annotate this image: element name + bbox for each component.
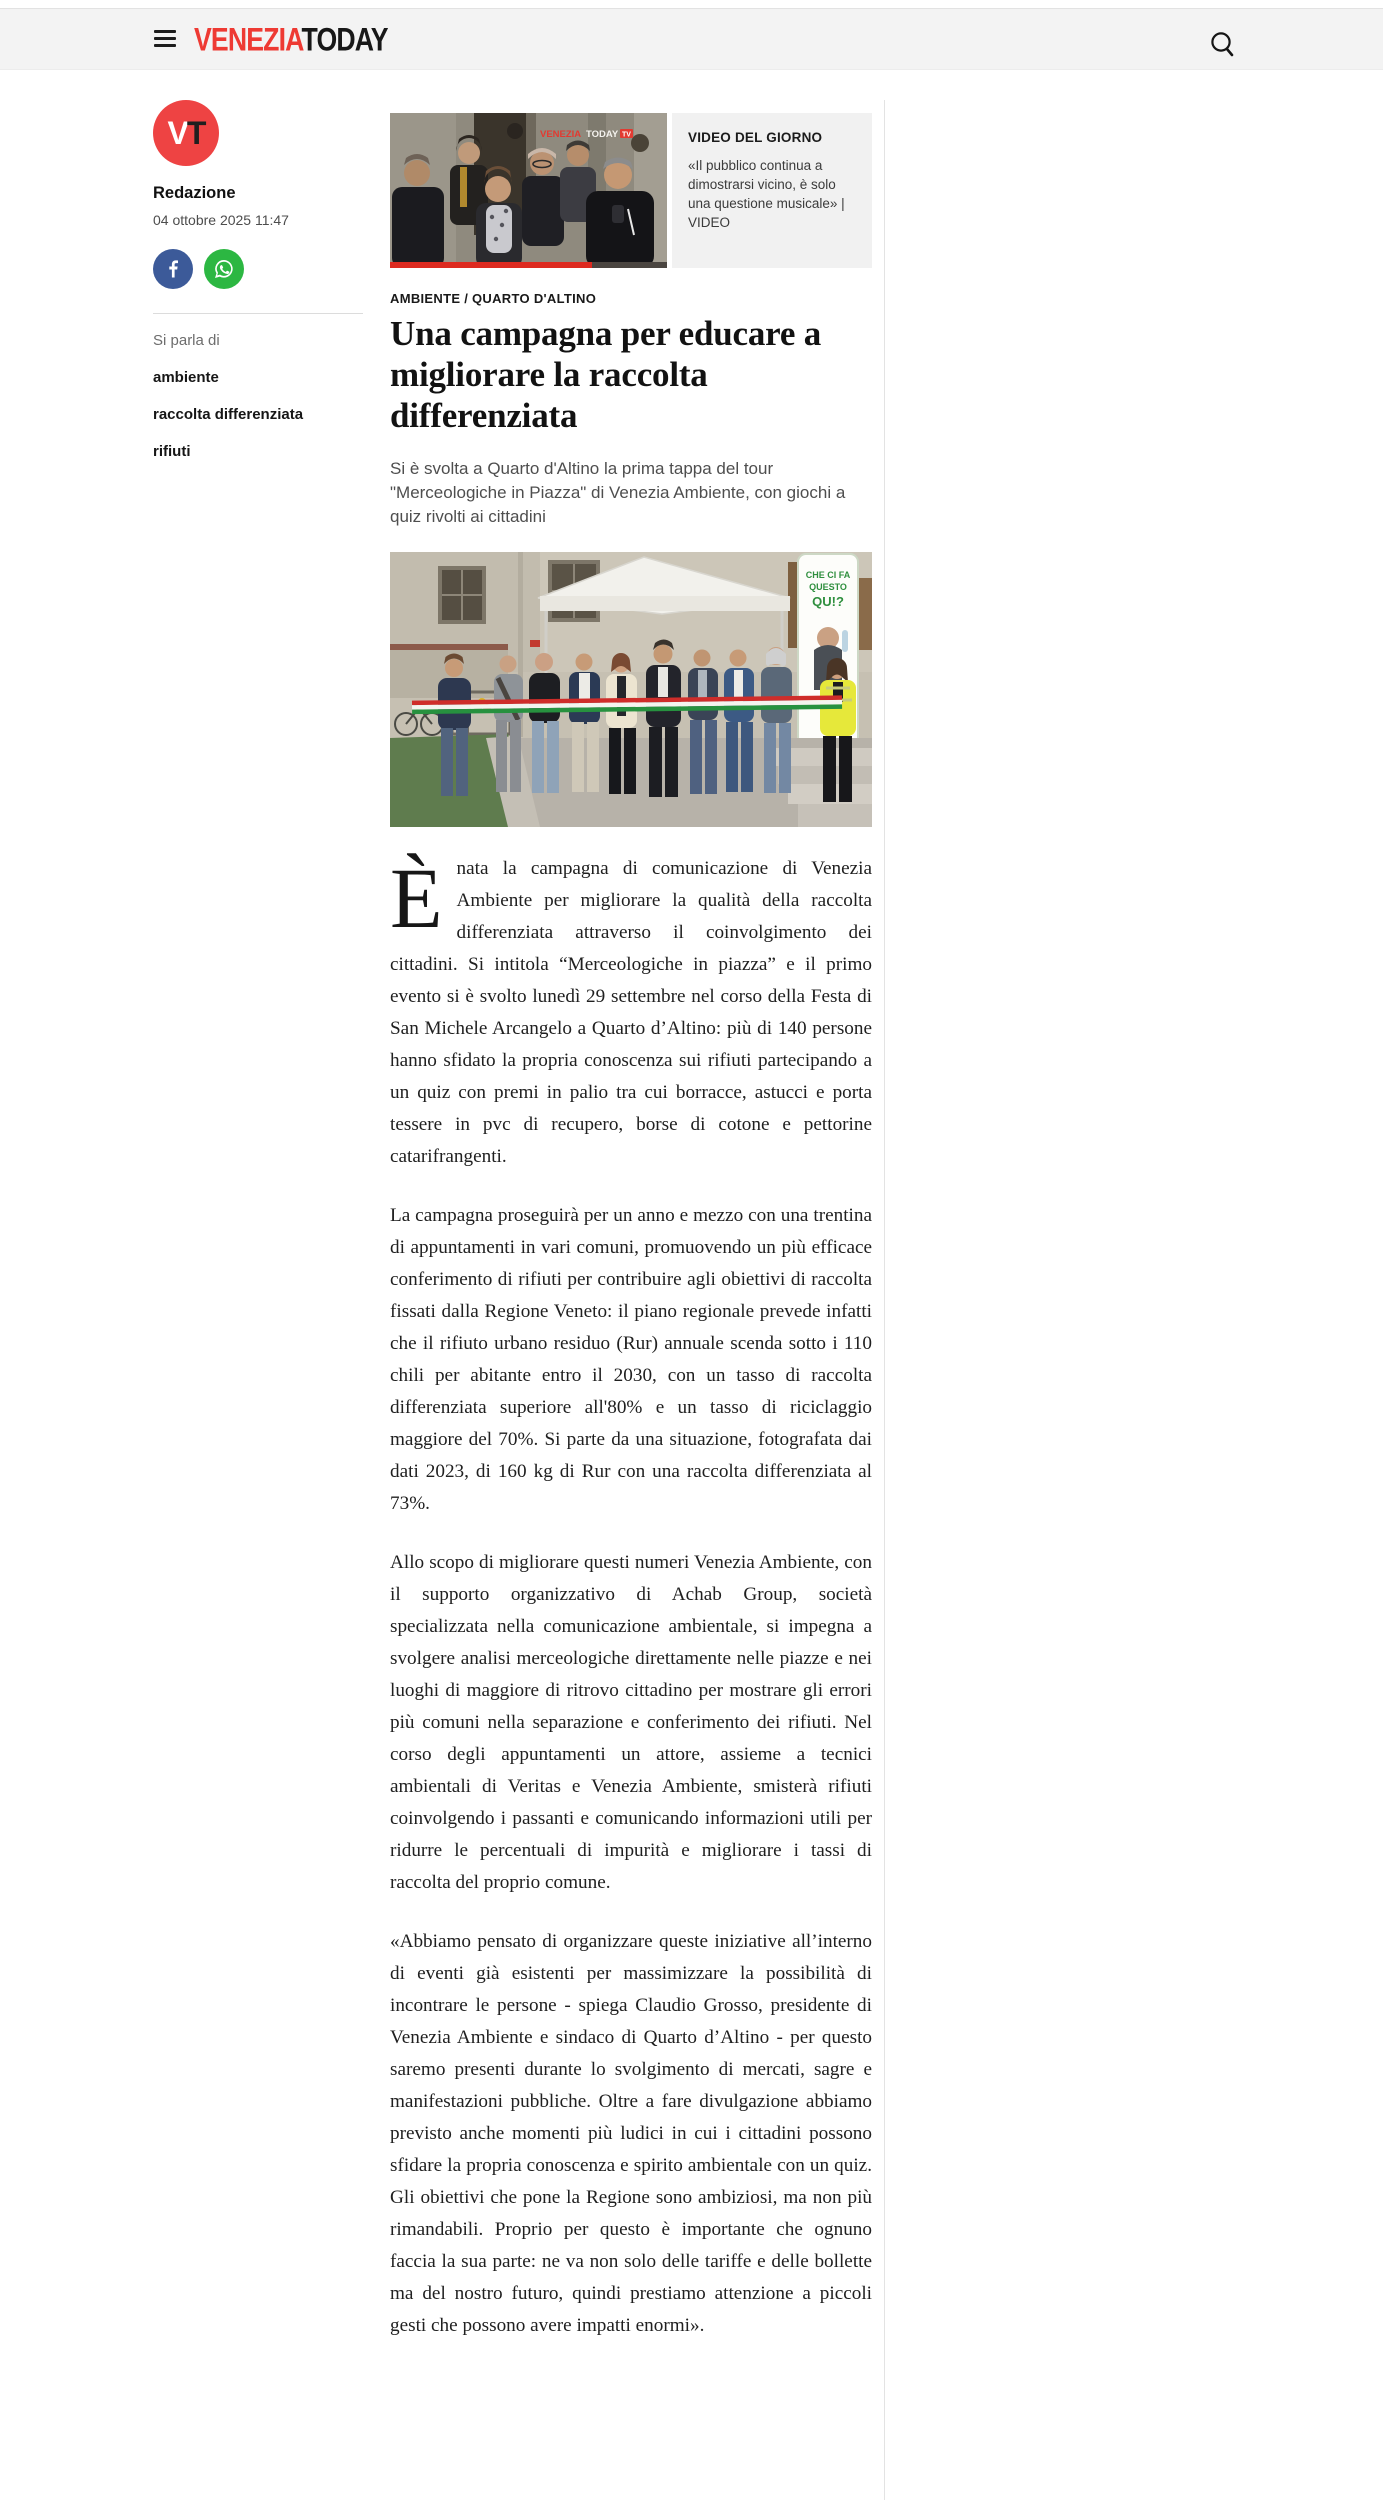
article-main — [390, 113, 872, 2369]
drop-cap: È — [390, 850, 443, 946]
share-buttons — [153, 249, 365, 289]
video-progress-fill — [390, 262, 592, 268]
site-logo[interactable] — [194, 20, 388, 60]
paragraph-1-text: nata la campagna di comunicazione di Venezia Ambiente per migliorare la qualità della raccolta differenziata attraverso il coinvolgimento dei cittadini. Si intitola “Merceologiche in piazza” e il primo evento si è svolto lunedì 29 settembre nel corso della Festa di San Michele Arcangelo a Quarto d’Altino: più di 140 persone hanno sfidato la propria conoscenza sui rifiuti partecipando a un quiz con premi in palio tra cui borracce, astucci e porta tessere in pvc di recupero, borse di cotone e pettorine catarifrangenti. — [390, 858, 872, 1167]
search-icon[interactable] — [1204, 27, 1238, 67]
topic-tag-raccolta-differenziata[interactable]: raccolta differenziata — [153, 406, 304, 423]
topic-tag-rifiuti[interactable]: rifiuti — [153, 443, 191, 460]
banner-line-3: QU!? — [812, 594, 844, 609]
author-name: Redazione — [153, 184, 236, 202]
avatar — [153, 100, 219, 166]
banner-line-2: QUESTO — [809, 582, 847, 592]
paragraph-3 — [390, 1547, 872, 1899]
video-watermark-secondary: TODAY — [586, 129, 619, 140]
video-watermark-primary: VENEZIA — [540, 129, 582, 140]
paragraph-1 — [390, 850, 872, 1173]
video-watermark-badge: TV — [622, 131, 631, 139]
whatsapp-share-button[interactable] — [204, 249, 244, 289]
content-right-divider — [884, 100, 885, 2500]
logo-text-primary: VENEZIA — [194, 20, 302, 59]
paragraph-2 — [390, 1200, 872, 1520]
paragraph-4 — [390, 1926, 872, 2342]
paragraph-2-text: La campagna proseguirà per un anno e mezzo con una trentina di appuntamenti in vari comuni, promuovendo un più efficace conferimento di rifiuti per contribuire agli obiettivi di raccolta fissati dalla Regione Veneto: il piano regionale prevede infatti che il rifiuto urbano residuo (Rur) annuale scenda sotto i 110 chili per abitante entro il 2030, con un tasso di raccolta differenziata superiore all'80% e un tasso di riciclaggio maggiore del 70%. Si parte da una situazione, fotografata dai dati 2023, di 160 kg di Rur con una raccolta differenziata al 73%. — [390, 1205, 872, 1514]
video-info-box[interactable] — [672, 113, 872, 268]
hero-image — [390, 552, 872, 827]
site-header — [0, 8, 1383, 70]
banner-line-1: CHE CI FA — [805, 570, 851, 580]
logo-text-secondary: TODAY — [301, 20, 388, 59]
publish-date: 04 ottobre 2025 11:47 — [153, 212, 289, 228]
sidebar-divider — [153, 313, 363, 314]
avatar-initial-v: V — [167, 115, 187, 151]
paragraph-4-text: «Abbiamo pensato di organizzare queste iniziative all’interno di eventi già esistenti per massimizzare la possibilità di incontrare le persone - spiega Claudio Grosso, presidente di Venezia Ambiente e sindaco di Quarto d’Altino - per questo saremo presenti durante lo svolgimento di mercati, sagre e manifestazioni pubbliche. Oltre a fare divulgazione abbiamo previsto anche momenti più ludici in cui i cittadini possono sfidare la propria conoscenza e spirito ambientale con un quiz. Gli obiettivi che pone la Regione sono ambiziosi, ma non più rimandabili. Proprio per questo è importante che ognuno faccia la sua parte: ne va non solo delle tariffe e delle bollette ma del nostro futuro, quindi prestiamo attenzione a piccoli gesti che possono avere impatti enormi». — [390, 1931, 872, 2336]
facebook-icon — [163, 259, 183, 279]
video-thumbnail[interactable] — [390, 113, 667, 268]
topic-tag-ambiente[interactable]: ambiente — [153, 369, 219, 386]
hamburger-menu-icon[interactable] — [154, 30, 176, 50]
video-kicker: VIDEO DEL GIORNO — [688, 130, 823, 145]
topics-label: Si parla di — [153, 332, 220, 349]
video-of-the-day-card[interactable] — [390, 113, 872, 268]
paragraph-3-text: Allo scopo di migliorare questi numeri Venezia Ambiente, con il supporto organizzativo di Achab Group, società specializzata nella comunicazione ambientale, si impegna a svolgere analisi merceologiche direttamente nelle piazze e nei luoghi di maggiore di ritrovo cittadino per mostrare gli errori più comuni nella separazione e conferimento dei rifiuti. Nel corso degli appuntamenti un attore, assieme a tecnici ambientali di Veritas e Venezia Ambiente, smisterà rifiuti coinvolgendo i passanti e comunicando informazioni utili per ridurre le percentuali di impurità e migliorare i tassi di raccolta del proprio comune. — [390, 1552, 872, 1893]
article-body — [390, 850, 872, 2342]
article-title: Una campagna per educare a migliorare la raccolta differenziata — [390, 314, 822, 435]
article-subtitle: Si è svolta a Quarto d'Altino la prima tappa del tour "Merceologiche in Piazza" di Venezia Ambiente, con giochi a quiz rivolti ai cittadini — [390, 459, 846, 526]
whatsapp-icon — [213, 258, 235, 280]
facebook-share-button[interactable] — [153, 249, 193, 289]
author-sidebar — [153, 100, 365, 460]
article-category[interactable]: AMBIENTE / QUARTO D'ALTINO — [390, 291, 597, 306]
avatar-initial-t: T — [186, 115, 205, 151]
video-title[interactable]: «Il pubblico continua a dimostrarsi vicino, è solo una questione musicale» | VIDEO — [688, 158, 845, 231]
